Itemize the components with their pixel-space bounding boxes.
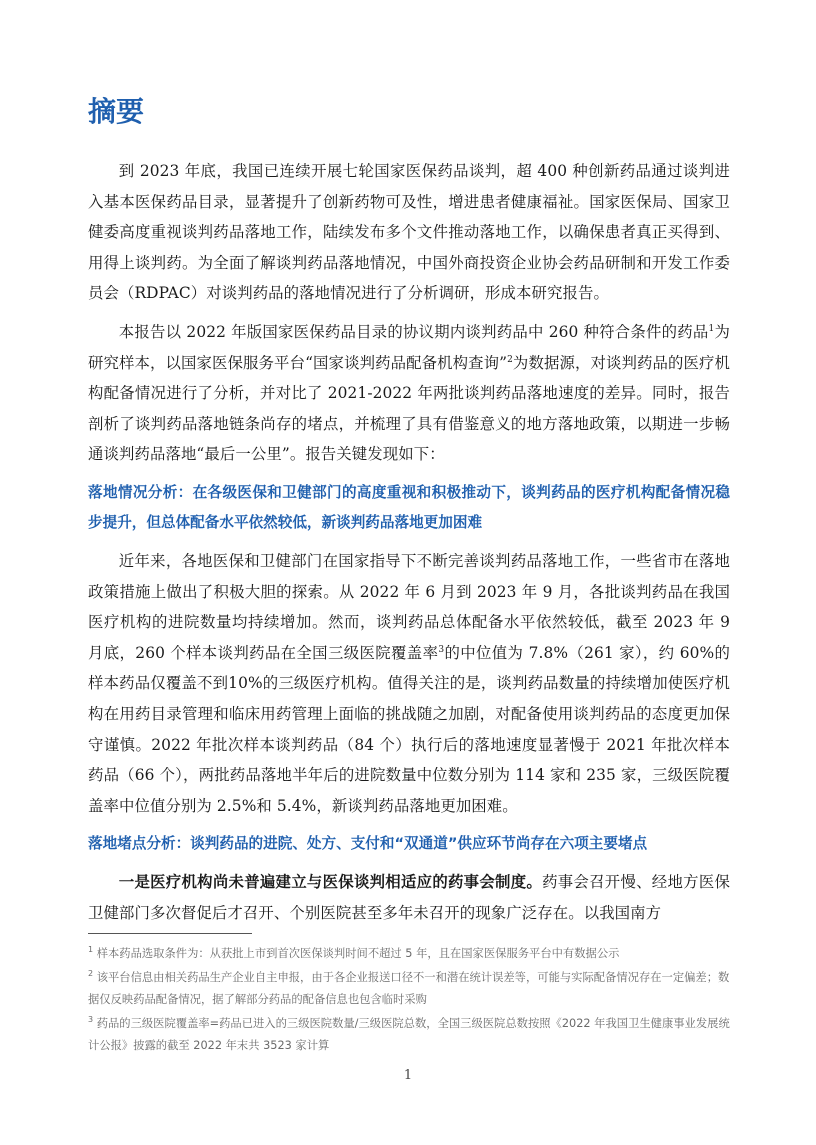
footnote-2 [88, 967, 733, 1011]
section-heading-landing-status: 落地情况分析：在各级医保和卫健部门的高度重视和积极推动下，谈判药品的医疗机构配备情况稳步提升，但总体配备水平依然较低，新谈判药品落地更加困难 [88, 483, 730, 531]
footnote-1 [88, 943, 733, 965]
page-title: 摘要 [88, 95, 145, 128]
footnote-divider [88, 933, 252, 934]
footnote-3 [88, 1013, 733, 1057]
scope-text-c: 为数据源，对谈判药品的医疗机构配备情况进行了分析，并对比了 2021-2022 年两批谈判药品落地速度的差异。同时，报告剖析了谈判药品落地链条尚存的堵点，并梳理了具有借鉴意义的地方落地政策，以期进一步畅通谈判药品落地“最后一公里”。报告关键发现如下： [88, 353, 730, 464]
footnote-text: 药品的三级医院覆盖率=药品已进入的三级医院数量/三级医院总数，全国三级医院总数按照《2022 年我国卫生健康事业发展统计公报》披露的截至 2022 年末共 3523 家计算 [88, 1017, 730, 1052]
footnote-ref-1: 1 [708, 323, 715, 334]
bottleneck-paragraph [88, 867, 730, 928]
footnote-ref-3: 3 [438, 644, 445, 655]
footnote-text: 样本药品选取条件为：从获批上市到首次医保谈判时间不超过 5 年，且在国家医保服务平台中有数据公示 [96, 947, 620, 960]
bottleneck-text: 药事会召开慢、经地方医保卫健部门多次督促后才召开、个别医院甚至多年未召开的现象广泛存在。以我国南方 [88, 873, 730, 922]
scope-text-b: 为研究样本，以国家医保服务平台“国家谈判药品配备机构查询” [88, 322, 730, 372]
bottleneck-lead-sentence: 一是医疗机构尚未普遍建立与医保谈判相适应的药事会制度。 [118, 873, 543, 892]
landing-status-paragraph [88, 546, 730, 821]
section-heading-bottlenecks: 落地堵点分析：谈判药品的进院、处方、支付和“双通道”供应环节尚存在六项主要堵点 [88, 835, 648, 853]
landing-status-text-a: 近年来，各地医保和卫健部门在国家指导下不断完善谈判药品落地工作，一些省市在落地政策措施上做出了积极大胆的探索。从 2022 年 6 月到 2023 年 9 月，各批谈判药品在我国医疗机构的进院数量均持续增加。然而，谈判药品总体配备水平依然较低，截至 2023 年 9 月底，260 个样本谈判药品在全国三级医院覆盖率 [88, 551, 730, 662]
footnote-mark: 1 [88, 945, 94, 955]
scope-paragraph [88, 317, 730, 470]
page-number: 1 [403, 1068, 413, 1083]
footnotes [88, 943, 733, 1059]
landing-status-text-b: 的中位值为 7.8%（261 家），约 60%的样本药品仅覆盖不到10%的三级医疗机构。值得关注的是，谈判药品数量的持续增加使医疗机构在用药目录管理和临床用药管理上面临的挑战随之加剧，对配备使用谈判药品的态度更加保守谨慎。2022 年批次样本谈判药品（84 个）执行后的落地速度显著慢于 2021 年批次样本药品（66 个），两批药品落地半年后的进院数量中位数分别为 114 家和 235 家，三级医院覆盖率中位值分别为 2.5%和 5.4%，新谈判药品落地更加困难。 [88, 643, 730, 815]
footnote-mark: 3 [88, 1015, 94, 1025]
footnote-mark: 2 [88, 969, 94, 979]
main-body [88, 156, 730, 936]
scope-text-a: 本报告以 2022 年版国家医保药品目录的协议期内谈判药品中 260 种符合条件的药品 [118, 322, 709, 341]
footnote-text: 该平台信息由相关药品生产企业自主申报，由于各企业报送口径不一和潜在统计误差等，可能与实际配备情况存在一定偏差；数据仅反映药品配备情况，据了解部分药品的配备信息也包含临时采购 [88, 971, 730, 1006]
footnote-ref-2: 2 [507, 354, 513, 365]
intro-paragraph: 到 2023 年底，我国已连续开展七轮国家医保药品谈判，超 400 种创新药品通过谈判进入基本医保药品目录，显著提升了创新药物可及性，增进患者健康福祉。国家医保局、国家卫健委高度重视谈判药品落地工作，陆续发布多个文件推动落地工作，以确保患者真正买得到、用得上谈判药。为全面了解谈判药品落地情况，中国外商投资企业协会药品研制和开发工作委员会（RDPAC）对谈判药品的落地情况进行了分析调研，形成本研究报告。 [88, 162, 730, 303]
